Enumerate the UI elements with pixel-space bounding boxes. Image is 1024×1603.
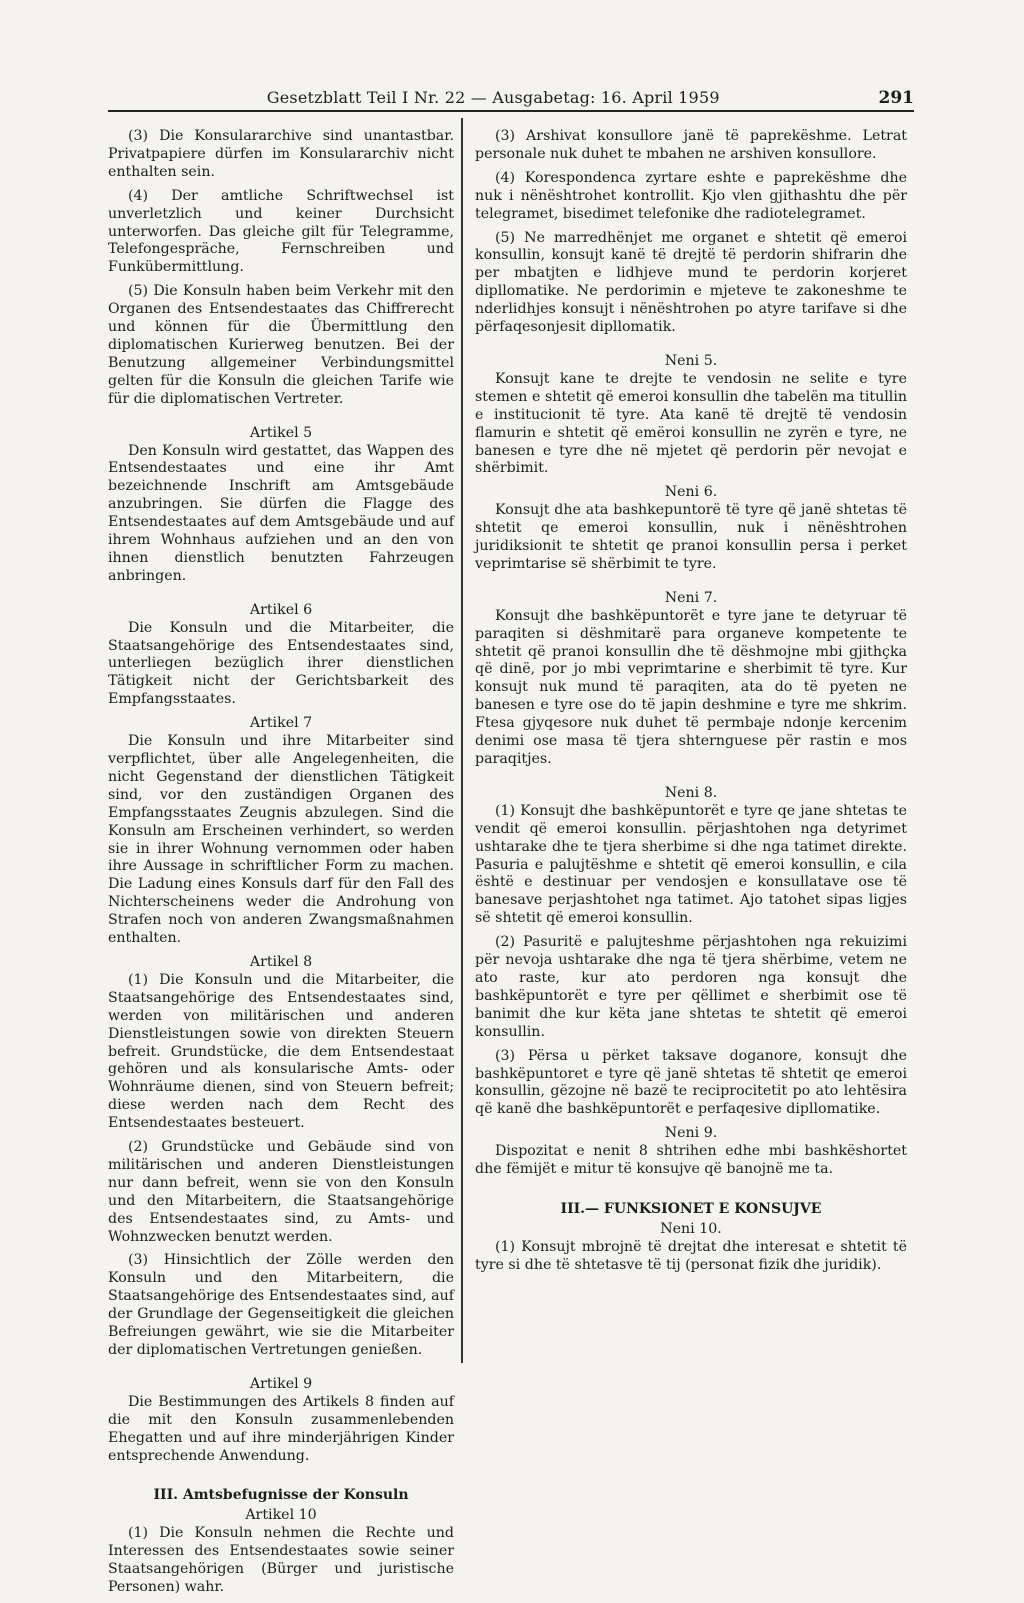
de-art7-text: Die Konsuln und ihre Mitarbeiter sind verpflichtet, über alle Angelegenheiten, die nicht Gegenstand der dienstlichen Tätigkeit sind, vor den zuständigen Organen des Empfangsstaates Zeugnis abzulegen. Sind die Konsuln am Erscheinen verhindert, so werden sie in ihrer Wohnung vernommen oder haben ihre Aussage in schriftlicher Form zu machen. Die Ladung eines Konsuls darf für den Fall des Nichterscheinens weder die Androhung von Strafen noch von anderen Zwangsmaßnahmen enthalten. [108,733,454,947]
de-art7-heading: Artikel 7 [249,715,313,732]
sq-neni6-text: Konsujt dhe ata bashkepuntorë të tyre që janë shtetas të shtetit qe emeroi konsullin, nuk i nënështrohen juridiksionit te shtetit qe pranoi konsullin persa i perket veprimtarise së shërbimit te tyre. [475,502,907,572]
de-art5-heading: Artikel 5 [249,424,313,441]
page-number: 291 [878,88,914,108]
sq-neni8-heading: Neni 8. [664,784,718,801]
de-art8-para-3: (3) Hinsichtlich der Zölle werden den Konsuln und den Mitarbeitern, die Staatsangehörige des Entsendestaates sind, auf der Grundlage der Gegenseitigkeit die gleichen Befreiungen gewährt, wie sie die Mitarbeiter der diplomatischen Vertretungen genießen. [108,1252,454,1358]
sq-neni5-heading: Neni 5. [664,352,718,369]
de-art6-heading: Artikel 6 [249,601,313,618]
sq-para-5: (5) Ne marredhënjet me organet e shtetit që emeroi konsullin, konsujt kanë të drejtë të perdorin shifrarin dhe per mbatjten e lidhjeve mund te perdorin korjeret dipllomatike. Ne perdorimin e mjeteve te zakoneshme te nderlidhjes konsujt i nënështrohen po atyre tarifave si dhe përfaqesonjesit dipllomatik. [475,229,907,336]
de-para-5: (5) Die Konsuln haben beim Verkehr mit den Organen des Entsendestaates das Chiffrerecht und können für die Übermittlung den diplomatischen Kurierweg benutzen. Bei der Benutzung allgemeiner Verbindungsmittel gelten für die Konsuln die gleichen Tarife wie für die diplomatischen Vertreter. [108,283,454,407]
albanian-column [475,118,907,1281]
de-art8-para-2: (2) Grundstücke und Gebäude sind von militärischen und anderen Dienstleistungen nur dann befreit, wenn sie von den Konsuln und den Mitarbeitern, die Staatsangehörige des Entsendestaates sind, zu Amts- und Wohnzwecken benutzt werden. [108,1139,454,1245]
de-art9-text: Die Bestimmungen des Artikels 8 finden auf die mit den Konsuln zusammenlebenden Ehegatten und auf ihre minderjährigen Kinder entsprechende Anwendung. [108,1393,454,1464]
sq-neni7-text: Konsujt dhe bashkëpuntorët e tyre jane te detyruar të paraqiten si dëshmitarë para organeve kompetente te shtetit që pranoi konsullin dhe të dëshmojne mbi gjithçka që dinë, por jo mbi veprimtarine e sherbimit të tyre. Kur konsujt nuk mund të paraqiten, ata do të pyeten ne banesen e tyre ose do të japin deshmine e tyre me shkrim. Ftesa gjyqesore nuk duhet të permbaje ndonje kercenim denimi ose masa të tjera shternguese për rastin e mos paraqitjes. [475,607,907,767]
de-art8-para-1: (1) Die Konsuln und die Mitarbeiter, die Staatsangehörige des Entsendestaates sind, werden von militärischen und anderen Dienstleistungen sowie von direkten Steuern befreit. Grundstücke, die dem Entsendestaat gehören und als konsularische Amts- oder Wohnräume dienen, sind von Steuern befreit; diese werden nach dem Recht des Entsendestaates besteuert. [108,971,454,1132]
sq-neni8-para-2: (2) Pasuritë e palujteshme përjashtohen nga rekuizimi për nevoja ushtarake dhe nga të tjera shërbime, vetem ne ato raste, kur ato perdoren nga konsujt dhe bashkëpuntorët e tyre per qëllimet e sherbimit ose të banimit dhe kur këta jane shtetas te shtetit që emeroi konsullin. [475,934,907,1040]
sq-neni9-heading: Neni 9. [664,1125,718,1142]
de-section-heading: III. Amtsbefugnisse der Konsuln [153,1487,409,1504]
de-art8-heading: Artikel 8 [249,953,313,970]
sq-neni6-heading: Neni 6. [664,484,718,501]
sq-section-heading: III.— FUNKSIONET E KONSUJVE [560,1200,822,1217]
de-para-4: (4) Der amtliche Schriftwechsel ist unverletzlich und keiner Durchsicht unterworfen. Das gleiche gilt für Telegramme, Telefongespräche, Fernschreiben und Funkübermittlung. [108,187,454,276]
sq-neni9-text: Dispozitat e nenit 8 shtrihen edhe mbi bashkëshortet dhe fëmijët e mitur të konsujve që banojnë me ta. [475,1143,907,1178]
de-art6-text: Die Konsuln und die Mitarbeiter, die Staatsangehörige des Entsendestaates sind, unterliegen bezüglich ihrer dienstlichen Tätigkeit nicht der Gerichtsbarkeit des Empfangsstaates. [108,619,454,708]
page-header [108,88,914,108]
sq-para-3: (3) Arshivat konsullore janë të paprekëshme. Letrat personale nuk duhet te mbahen ne arshiven konsullore. [475,128,907,162]
de-art10-para-1: (1) Die Konsuln nehmen die Rechte und Interessen des Entsendestaates sowie seiner Staatsangehörigen (Bürger und juristische Personen) wahr. [108,1525,454,1595]
sq-neni8-para-1: (1) Konsujt dhe bashkëpuntorët e tyre qe jane shtetas te vendit që emeroi konsullin. përjashtohen nga detyrimet ushtarake dhe te tjera sherbime si dhe nga tatimet direkte. Pasuria e palujtëshme e shtetit që emeroi konsullin, e cila është e destinuar per vendosjen e konsullatave ose të banesave perjashtohet nga tatimet. Ajo tatohet sipas ligjes së shtetit që emeroi konsullin. [475,802,907,927]
header-rule [108,110,914,112]
german-column [108,118,454,1603]
column-divider [461,118,463,1363]
sq-neni8-para-3: (3) Përsa u përket taksave doganore, konsujt dhe bashkëpuntoret e tyre që janë shtetas të shtetit qe emeroi konsullin, gëzojne në bazë te reciprocitetit po ato lehtësira që kanë dhe bashkëpuntorët e perfaqesive dipllomatike. [475,1047,907,1118]
sq-neni5-text: Konsujt kane te drejte te vendosin ne selite e tyre stemen e shtetit që emeroi konsullin dhe tabelën ma titullin e institucionit të tyre. Ata kanë të drejtë të vendosin flamurin e shtetit që emëroi konsullin ne zyrën e tyre, ne banesen e tyre dhe në mjetet që perdorin për nevojat e shërbimit. [475,370,907,477]
sq-neni10-heading: Neni 10. [660,1220,722,1237]
de-art5-text: Den Konsuln wird gestattet, das Wappen des Entsendestaates und eine ihr Amt bezeichnende Inschrift am Amtsgebäude anzubringen. Sie dürfen die Flagge des Entsendestaates auf dem Amtsgebäude und auf ihrem Wohnhaus aufziehen und an den von ihnen dienstlich benutzten Fahrzeugen anbringen. [108,442,454,584]
sq-neni7-heading: Neni 7. [664,589,718,606]
de-art10-heading: Artikel 10 [245,1507,317,1524]
de-para-3: (3) Die Konsulararchive sind unantastbar. Privatpapiere dürfen im Konsulararchiv nicht enthalten sein. [108,128,454,180]
de-art9-heading: Artikel 9 [249,1375,313,1392]
gazette-title: Gesetzblatt Teil I Nr. 22 — Ausgabetag: 16. April 1959 [266,88,720,107]
sq-para-4: (4) Korespondenca zyrtare eshte e paprekëshme dhe nuk i nënështrohet kontrollit. Kjo vlen gjithashtu dhe për telegramet, bisedimet telefonike dhe radiotelegramet. [475,169,907,222]
sq-neni10-para-1: (1) Konsujt mbrojnë të drejtat dhe interesat e shtetit të tyre si dhe të shtetasve të tij (personat fizik dhe juridik). [475,1238,907,1273]
